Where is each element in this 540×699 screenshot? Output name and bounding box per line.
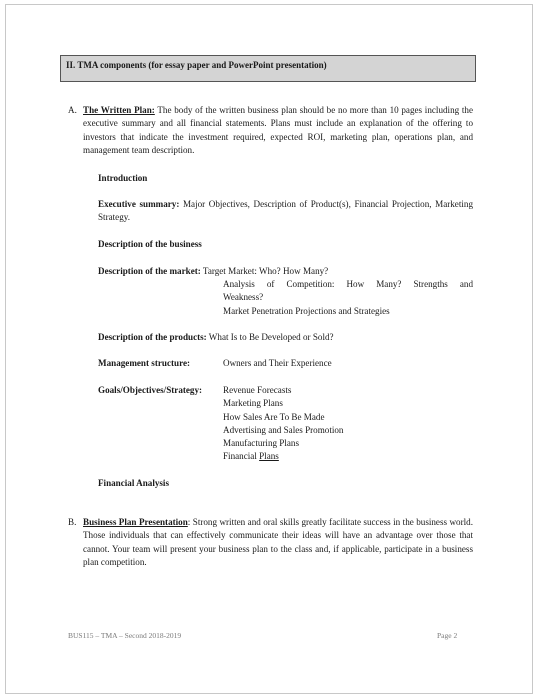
description-market-label: Description of the market: xyxy=(98,266,201,276)
list-letter-a: A. xyxy=(68,105,77,115)
executive-summary-text: Major Objectives, Description of Product(s), Financial Projection, Marketing Strategy. xyxy=(98,199,473,223)
description-market-line4: Market Penetration Projections and Strategies xyxy=(223,305,390,316)
description-products-label: Description of the products: xyxy=(98,332,207,342)
description-products xyxy=(98,331,334,344)
goals-item: Revenue Forecasts xyxy=(223,385,292,395)
introduction-heading: Introduction xyxy=(98,173,148,183)
section-header: II. TMA components (for essay paper and PowerPoint presentation) xyxy=(60,55,476,82)
footer-page-number: Page 2 xyxy=(437,631,458,640)
goals-item: Advertising and Sales Promotion xyxy=(223,424,344,435)
goals-list xyxy=(223,384,343,464)
goals-item: Marketing Plans xyxy=(223,398,283,409)
description-market-line3: Weakness? xyxy=(223,292,264,303)
management-text: Owners and Their Experience xyxy=(223,358,332,368)
description-market-line2: Analysis of Competition: How Many? Strengths and xyxy=(223,279,473,289)
executive-summary-label: Executive summary: xyxy=(98,199,180,209)
written-plan-paragraph xyxy=(68,104,473,157)
goals-item-last xyxy=(223,450,343,463)
presentation-text: : Strong written and oral skills greatly facilitate success in the business world. Those individuals that can effectively communicate their ideas will have an advantage over those that cannot. Your team will present your business plan to the class and, if applicable, participate in a business plan competition. xyxy=(83,517,473,567)
written-plan-heading: The Written Plan: xyxy=(83,105,155,115)
financial-analysis-heading: Financial Analysis xyxy=(98,478,170,488)
goals-last-prefix: Financial xyxy=(223,451,260,462)
description-market-details xyxy=(223,278,473,318)
footer-course: BUS115 – TMA – Second 2018-2019 xyxy=(68,631,182,640)
goals-item: Manufacturing Plans xyxy=(223,438,300,449)
goals-label: Goals/Objectives/Strategy: xyxy=(98,385,203,395)
presentation-heading: Business Plan Presentation xyxy=(83,517,188,527)
executive-summary xyxy=(98,198,473,225)
description-market-line1: Target Market: Who? How Many? xyxy=(200,266,329,276)
description-products-text: What Is to Be Developed or Sold? xyxy=(206,332,334,342)
written-plan-text: The body of the written business plan should be no more than 10 pages including the executive summary and all financial statements. Plans must include an explanation of the offering to investors that indicate the investment required, expected ROI, marketing plan, operations plan, and management team description. xyxy=(83,105,473,155)
description-market xyxy=(98,265,328,278)
goals-item: How Sales Are To Be Made xyxy=(223,411,325,422)
presentation-paragraph xyxy=(68,516,473,569)
list-letter-b: B. xyxy=(68,517,77,527)
management-label: Management structure: xyxy=(98,358,191,368)
goals-last-underlined: Plans xyxy=(259,451,279,462)
description-business-heading: Description of the business xyxy=(98,239,202,249)
